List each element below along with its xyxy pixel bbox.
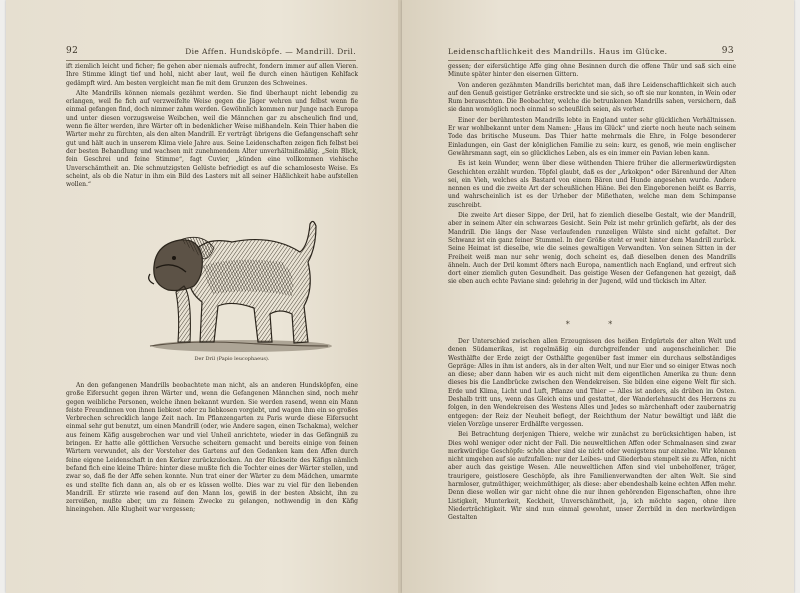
right-top-text	[448, 63, 736, 319]
right-bottom-text	[448, 338, 736, 548]
left-paragraph: ift ziemlich leicht und ficher; fie gehen aber niemals aufrecht, fondern immer auf allen Vieren. Ihre Stimme klingt tief und hohl, nicht aber laut, weil fie durch einen häutigen Kehlfack gedämpft wird. Am besten vergleicht man fie mit dem Grunzen des Schweines.	[66, 63, 358, 87]
right-paragraph: Bei Betrachtung derjenigen Thiere, welche wir zunächst zu berücksichtigen haben, ist Dies wohl weniger oder nicht der Fall. Die neuweltlichen Affen oder Schmalnasen sind zwar merkwürdige Geschöpfe: schön aber sind sie nicht oder wenigstens nur einzelne. Wir können nicht umgehen auf sie aufzufallen: nur der Leibes- und Gliederbau stempelt sie zu Affen, nicht aber auch das geistige Wesen. Alle neuweltlichen Affen sind viel unbeholfener, träger, traurigere, geistlosere Geschöpfe, als ihre Familienverwandten der alten Welt. Sie sind harmloser, gutmüthiger, weichmüthiger, als diese: aber ebendeshalb keine echten Affen mehr. Denn diese wollen wir gar nicht ohne die nur ihnen gehörenden Eigenschaften, ohne ihre Listigkeit, Munterkeit, Keckheit, Unverschämtheit, ja, ich möchte sagen, ohne ihre Niederträchtigkeit. Wir sind nun einmal gewohnt, unser Zerrbild in den merkwürdigen Gestalten	[448, 431, 736, 522]
left-paragraph: Alte Mandrills können niemals gezähmt werden. Sie find überhaupt nicht lebendig zu erlangen, weil fie fich auf verzweifelte Weise gegen die Jäger wehren und felbst wenn fie einmal gefangen find, doch nimmer zahm werden. Gewöhnlich kommen nur Junge nach Europa und unter diesen vorzugsweise Weibchen, weil die Männchen gar zu abscheulich find und, wenn fie älter werden, ihre Wärter oft in bedenklicher Weise mißhandeln. Kein Thier haben die Wärter mehr zu fürchten, als den alten Mandrill. Er verträgt übrigens die Gefangenschaft sehr gut und hält auch in unserem Klima viele Jahre aus. Seine Leidenschaften zeigen fich felbst bei der besten Behandlung und wachsen mit zunehmendem Alter unverhältnißmäßig. „Sein Blick, fein Geschrei und feine Stimme“, fagt Cuvier, „künden eine vollkommen viehische Unverschämtheit an. Die schmutzigsten Gelüste befriedigt es auf die schamloseste Weise. Es scheint, als ob die Natur in ihm ein Bild des Lasters mit all seiner Häßlichkeit habe aufstellen wollen.“	[66, 89, 358, 189]
left-paragraph: An den gefangenen Mandrills beobachtete man nicht, als an anderen Hundsköpfen, eine große Eifersucht gegen ihren Wärter und, wenn die Gefangenen Männchen sind, noch mehr gegen weibliche Personen, welche ihnen bekannt wurden. Sie werden rasend, wenn ein Mann feiste Freundinnen von ihnen liebkost oder zu liebkosen vorgiebt, und wagen ihm ein so großes Verbrechen schrecklich lange Zeit nach. Im Pflanzengarten zu Paris wurde diese Eifersucht einmal sehr gut benutzt, um einen Mandrill (oder, wie Andere sagen, einen Tschakma), welcher aus feinem Käfig ausgebrochen war und viel Unheil anrichtete, wieder in das Gefängniß zu bringen. Er hatte alle göttlichen Versuche scheitern gemacht und bereits einige von feinen Wärtern verwundet, als der Vorsteher des Gartens auf den Gedanken kam den Affen durch feine eigene Leidenschaft in den Kerker zurückzulocken. An der Rückseite des Käfigs nämlich befand fich eine kleine Thüre: hinter diese mußte fich die Tochter eines der Wärter stellen, und zwar so, daß fie der Affe sehen konnte. Nun trat einer der Wärter zu dem Mädchen, umarmte es und stellte fich dann an, als ob er es küssen wollte. Dies war zu viel für den liebenden Mandrill. Er stürzte wie rasend auf den Mann los, gewiß in der besten Absicht, ihn zu zerreißen, mußte aber, um zu feinem Zwecke zu gelangen, nothwendig in den Käfig hineingehen. Alle Klugheit war vergessen;	[66, 382, 358, 514]
left-page-number: 92	[66, 46, 79, 56]
right-paragraph: Von anderen gezähmten Mandrills berichtet man, daß ihre Leidenschaftlichkeit sich auch auf den Genuß geistiger Getränke erstreckte und sie sich, so oft sie nur konnten, in Wein oder Rum berauschten. Die Beobachter, welche die betrunkenen Mandrills sahen, versichern, daß sie dann womöglich noch einmal so scheußlich seien, als vorher.	[448, 81, 736, 114]
right-header-rule	[448, 60, 734, 61]
left-page	[6, 0, 398, 593]
left-header-rule	[66, 60, 356, 61]
right-running-title: Leidenschaftlichkeit des Mandrills. Haus im Glücke.	[448, 47, 668, 56]
right-running-header	[448, 46, 734, 60]
left-top-text	[66, 63, 358, 191]
left-bottom-text	[66, 382, 358, 550]
right-paragraph: Es ist kein Wunder, wenn über diese wüthenden Thiere früher die allermerkwürdigsten Geschichten erzählt wurden. Töpfel glaubt, daß es der „Arkokpon“ oder Bärenhund der Alten sei, ein Vieh, welches als Bastard von einem Bären und Hunde angesehen wurde. Andere nennen es und die zweite Art der scheußlichen Hiäne. Bei den Eingeborenen heißt es Barris, und wahrscheinlich ist es der Urheber der Mißethaten, welche man dem Schimpanse zuschreibt.	[448, 160, 736, 209]
right-paragraph: Die zweite Art dieser Sippe, der Dril, hat fo ziemlich dieselbe Gestalt, wie der Mandrill, aber in seinem Alter ein schwarzes Gesicht. Sein Pelz ist mehr grünlich gefärbt, als der des Mandrill. Die längs der Nase verlaufenden runzeligen Wülste sind nicht gefaltet. Der Schwanz ist ein ganz feiner Stummel. In der Größe steht er weit hinter dem Mandrill zurück. Seine Heimat ist dieselbe, wie die seines gewaltigen Verwandten. Von seinen Sitten in der Freiheit weiß man nur sehr wenig, doch scheint es, daß dieselben denen des Mandrills ähneln. Auch der Dril kommt öfters nach Europa, namentlich nach England, und erfreut sich dort einer ziemlich guten Gesundheit. Das geistige Wesen der Gefangenen hat gezeigt, daß sie eben auch echte Paviane sind: gelehrig in der Jugend, wild und tückisch im Alter.	[448, 212, 736, 286]
section-asterism: * *	[565, 320, 631, 329]
right-paragraph: Einer der berühmtesten Mandrills lebte in England unter sehr glücklichen Verhältnissen. Er war wohlbekannt unter dem Namen: „Haus im Glück“ und zierte noch heute nach seinem Tode das britische Museum. Das Thier hatte mehrmals die Ehre, in Folge besonderer Einladungen, ein Gast der königlichen Familie zu sein: kurz, es genoß, wie mein englischer Gewährsmann sagt, ein so glückliches Leben, als es ein immer ein Pavian leben kann.	[448, 116, 736, 157]
figure-caption: Der Dril (Papio leucophaeus).	[194, 356, 270, 362]
right-page	[402, 0, 794, 593]
right-paragraph: Der Unterschied zwischen allen Erzeugnissen des heißen Erdgürtels der alten Welt und denen Südamerikas, ist regelmäßig ein durchgreifender und augenscheinlicher. Die Westhälfte der Erde zeigt der Osthälfte gegenüber fast immer ein durchaus selbständiges Gepräge: Alles in ihm ist anders, als in der alten Welt, und nur Eier und so einiger Etwas noch an diese; aber dann haben wir es auch nicht mit dem eigentlichen Amerika zu thun: denn dieses bis die Landbrücke zwischen den Wendekreisen. Sie bilden eine eigene Welt für sich. Erde und Klima, Licht und Luft, Pflanze und Thier — Alles ist anders, als drüben im Osten. Deshalb tritt uns, wenn das Gleich eins und gestattet, der Wanderlehnsucht des Herzens zu folgen, in den Wendekreisen des Westens Alles und Jedes so märchenhaft oder zaubernatrig entgegen: der Reiz der Neuheit befiegt, der Reichthum der Natur bewältigt und läßt die vielen Vorzüge unserer Erdhälfte vergessen.	[448, 338, 736, 428]
left-running-title: Die Affen. Hundsköpfe. — Mandrill. Dril.	[185, 47, 356, 56]
left-running-header	[66, 46, 356, 60]
right-paragraph: gessen; der eifersüchtige Affe ging ohne Besinnen durch die offene Thür und saß sich eine Minute später hinter den eisernen Gittern.	[448, 63, 736, 79]
right-page-number: 93	[721, 46, 734, 56]
drill-illustration	[132, 196, 332, 366]
drill-engraving	[132, 196, 332, 356]
